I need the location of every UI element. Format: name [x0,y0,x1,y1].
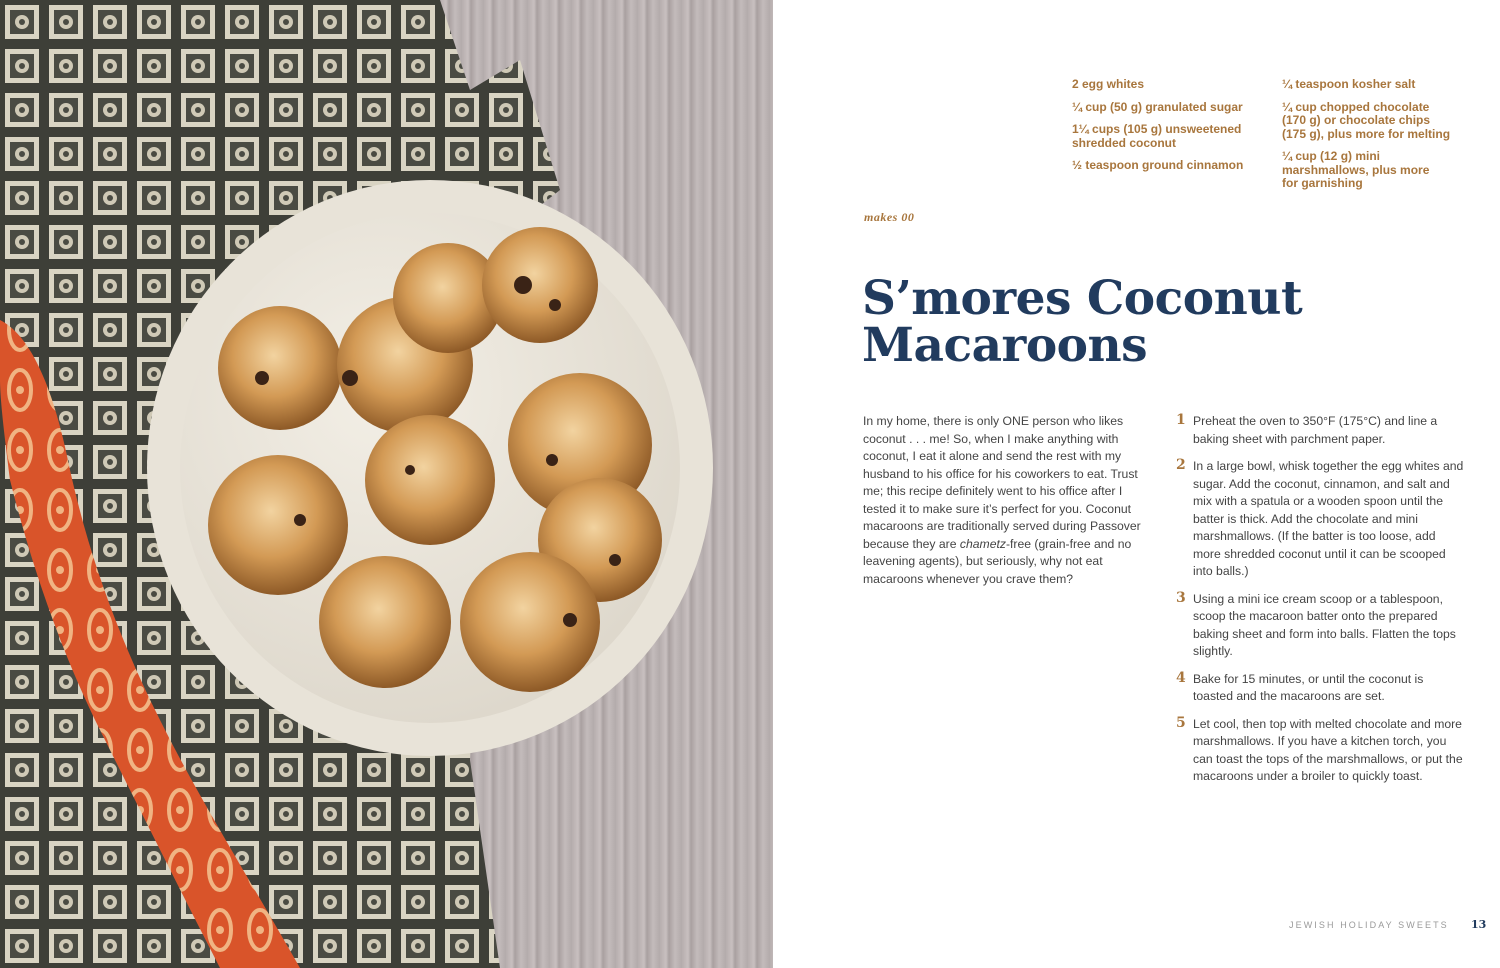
ingredient-item: ¼ cup (50 g) granulated sugar [1072,99,1243,114]
step-text: Bake for 15 minutes, or until the coconut is toasted and the macaroons are set. [1193,671,1424,703]
ingredient-item: 2 egg whites [1072,77,1145,91]
step-text: Preheat the oven to 350°F (175°C) and line a baking sheet with parchment paper. [1193,414,1438,446]
step-number: 1 [1176,412,1186,428]
ingredients-column-left [1072,78,1272,182]
step-number: 3 [1176,589,1186,606]
step-text: In a large bowl, whisk together the egg whites and sugar. Add the coconut, cinnamon, and salt and mix with a spatula or a wooden spoon until the batter is thick. Add the chocolate and mini marshmallows. (If the batter is too loose, add more shredded coconut until it can be scooped into balls.) [1193,459,1464,578]
recipe-title-line-2: Macaroons [862,318,1148,373]
step-3 [1176,591,1466,661]
recipe-title [862,271,1422,373]
ingredient-item: ¼ cup chopped chocolate (170 g) or chocolate chips (175 g), plus more for melting [1282,99,1451,141]
step-text: Using a mini ice cream scoop or a tablespoon, scoop the macaroon batter onto the prepared baking sheet and form into balls. Flatten the tops slightly. [1193,591,1456,658]
step-1 [1176,413,1466,448]
intro-emphasis: chametz [959,536,1006,551]
ingredient-item: ¼ teaspoon kosher salt [1282,77,1416,91]
intro-text-end: -free (grain-free and no leavening agents), but seriously, why not eat macaroons whenever you crave them? [863,536,1132,586]
recipe-title-line-1: S’mores Coconut [862,271,1303,326]
ingredient-item: 1¼ cups (105 g) unsweetened shredded coconut [1072,122,1242,150]
recipe-intro [863,413,1141,588]
ingredient-item: ½ teaspoon ground cinnamon [1072,158,1244,172]
step-4 [1176,671,1466,706]
step-5 [1176,716,1466,786]
intro-text: In my home, there is only ONE person who likes coconut . . . me! So, when I make anything with coconut, I eat it alone and send the rest with my husband to his office for his coworkers to eat. Trust me; this recipe definitely went to his office after I tested it to make sure it’s perfect for you. Coconut macaroons are traditionally served during Passover because they are [863,414,1141,551]
ingredient-item: ¼ cup (12 g) mini marshmallows, plus more for garnishing [1282,149,1430,190]
yield-label: makes 00 [864,210,915,224]
running-footer: JEWISH HOLIDAY SWEETS [1289,920,1449,930]
step-number: 5 [1176,714,1186,731]
step-2 [1176,458,1466,581]
method-steps [1176,413,1466,796]
step-number: 4 [1176,669,1186,686]
page-number: 13 [1471,918,1487,931]
step-text: Let cool, then top with melted chocolate and more marshmallows. If you have a kitchen torch, you can toast the tops of the marshmallows, or put the macaroons under a broiler to quickly toast. [1193,716,1463,783]
step-number: 2 [1176,457,1186,473]
ingredients-column-right [1282,78,1472,200]
